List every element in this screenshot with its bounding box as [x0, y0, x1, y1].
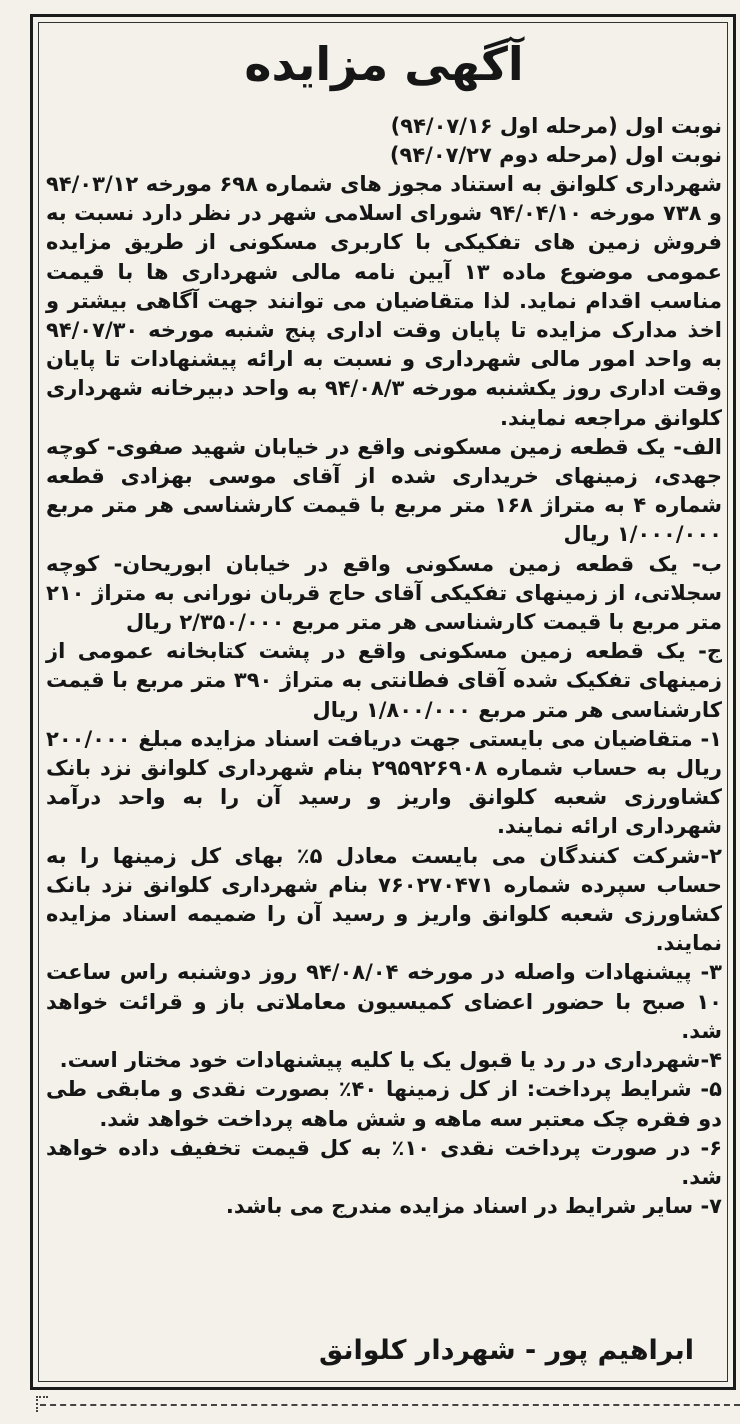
- intro-paragraph: شهرداری کلوانق به استناد مجوز های شماره ۶۹۸ مورخه ۹۴/۰۳/۱۲ و ۷۳۸ مورخه ۹۴/۰۴/۱۰ شورای اسلامی شهر در نظر دارد نسبت به فروش زمین های تفکیکی با کاربری مسکونی از طریق مزایده عمومی موضوع ماده ۱۳ آیین نامه مالی شهرداری ها با قیمت مناسب اقدام نماید. لذا متقاضیان می توانند جهت آگاهی بیشتر و اخذ مدارک مزایده تا پایان وقت اداری پنج شنبه مورخه ۹۴/۰۷/۳۰ به واحد امور مالی شهرداری و نسبت به ارائه پیشنهادات تا پایان وقت اداری روز یکشنبه مورخه ۹۴/۰۸/۳ به واحد دبیرخانه شهرداری کلوانق مراجعه نمایند.: [46, 172, 723, 430]
- condition-7: ۷- سایر شرایط در اسناد مزایده مندرج می باشد.: [225, 1194, 722, 1219]
- item-alef: الف- یک قطعه زمین مسکونی واقع در خیابان شهید صفوی- کوچه جهدی، زمینهای خریداری شده از آقای موسی بهزادی قطعه شماره ۴ به متراژ ۱۶۸ متر مربع با قیمت کارشناسی هر متر مربع ۱/۰۰۰/۰۰۰ ریال: [46, 434, 722, 547]
- dashed-cut-line: [40, 1404, 740, 1406]
- condition-1: ۱- متقاضیان می بایستی جهت دریافت اسناد مزایده مبلغ ۲۰۰/۰۰۰ ریال به حساب شماره ۲۹۵۹۲۶۹۰۸ بنام شهرداری کلوانق نزد بانک کشاورزی شعبه کلوانق واریز و رسید آن را به واحد درآمد شهرداری ارائه نمایند.: [46, 726, 722, 839]
- condition-5: ۵- شرایط پرداخت: از کل زمینها ۴۰٪ بصورت نقدی و مابقی طی دو فقره چک معتبر سه ماهه و شش ماهه پرداخت خواهد شد.: [46, 1077, 722, 1131]
- condition-6: ۶- در صورت پرداخت نقدی ۱۰٪ به کل قیمت تخفیف داده خواهد شد.: [46, 1135, 723, 1189]
- signature-line: ابراهیم پور - شهردار کلوانق: [319, 1335, 694, 1366]
- item-jim: ج- یک قطعه زمین مسکونی واقع در پشت کتابخانه عمومی از زمینهای تفکیک شده آقای فطانتی به متراژ ۳۹۰ متر مربع با قیمت کارشناسی هر متر مربع ۱/۸۰۰/۰۰۰ ریال: [46, 639, 722, 722]
- condition-3: ۳- پیشنهادات واصله در مورخه ۹۴/۰۸/۰۴ روز دوشنبه راس ساعت ۱۰ صبح با حضور اعضای کمیسیون معاملاتی باز و قرائت خواهد شد.: [46, 960, 722, 1043]
- round-second-line: نوبت اول (مرحله دوم ۹۴/۰۷/۲۷): [389, 143, 722, 167]
- round-first-line: نوبت اول (مرحله اول ۹۴/۰۷/۱۶): [390, 114, 722, 138]
- condition-4: ۴-شهرداری در رد یا قبول یک یا کلیه پیشنهادات خود مختار است.: [59, 1048, 722, 1073]
- item-be: ب- یک قطعه زمین مسکونی واقع در خیابان ابوریحان- کوچه سجلاتی، از زمینهای تفکیکی آقای حاج قربان نورانی به متراژ ۲۱۰ متر مربع با قیمت کارشناسی هر متر مربع ۲/۳۵۰/۰۰۰ ریال: [46, 551, 722, 635]
- condition-2: ۲-شرکت کنندگان می بایست معادل ۵٪ بهای کل زمینها را به حساب سپرده شماره ۷۶۰۲۷۰۴۷۱ بنام شهرداری کلوانق نزد بانک کشاورزی شعبه کلوانق واریز و رسید آن را ضمیمه اسناد مزایده نمایند.: [46, 843, 722, 956]
- notice-title: آگهی مزایده: [244, 37, 524, 91]
- notice-body: [46, 28, 722, 1221]
